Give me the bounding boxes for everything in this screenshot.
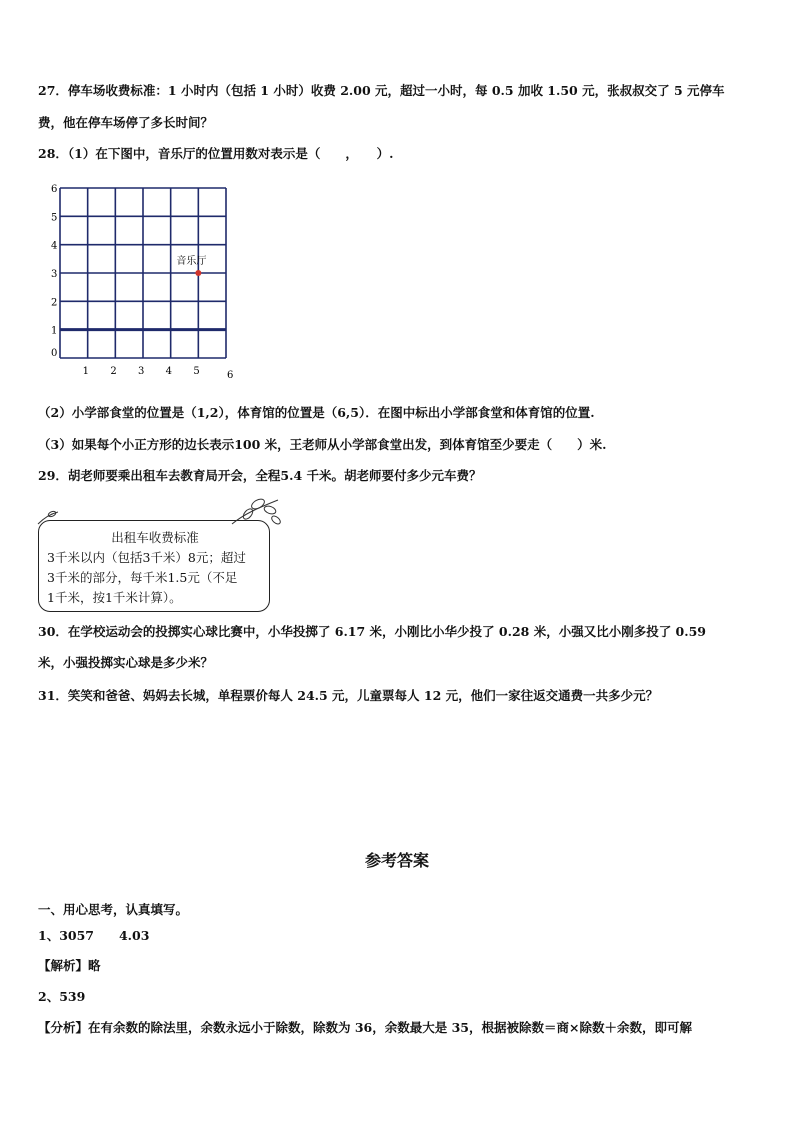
answer-2: 2、539 [38, 989, 86, 1004]
answers-title: 参考答案 [364, 851, 429, 870]
x-axis-label: 1 [82, 366, 90, 377]
answer-1: 1、3057 4.03 [38, 928, 150, 943]
grid-labels [51, 184, 233, 381]
q27-line1: 27．停车场收费标准：1 小时内（包括 1 小时）收费 2.00 元，超过一小时，每 0.5 加收 1.50 元，张叔叔交了 5 元停车 [38, 83, 725, 98]
taxi-fare-line1: 3千米以内（包括3千米）8元；超过 [47, 550, 246, 565]
y-axis-label: 0 [51, 348, 58, 359]
q28-part1: 28．（1）在下图中，音乐厅的位置用数对表示是（ ， ）. [38, 146, 394, 161]
sprout-decoration-icon [34, 508, 62, 526]
y-axis-label: 2 [51, 297, 58, 309]
taxi-fare-box [38, 520, 270, 612]
grid-svg [44, 182, 244, 382]
q27-line2: 费，他在停车场停了多长时间？ [38, 115, 214, 130]
answer-1-note: 【解析】略 [38, 958, 101, 973]
taxi-fare-line2: 3千米的部分，每千米1.5元（不足 [47, 570, 238, 585]
x-axis-label: 5 [193, 366, 200, 377]
y-axis-label: 5 [51, 212, 58, 224]
q28-part2: （2）小学部食堂的位置是（1,2），体育馆的位置是（6,5）．在图中标出小学部食堂和体育馆的位置. [38, 405, 595, 420]
q31-text: 31．笑笑和爸爸、妈妈去长城，单程票价每人 24.5 元，儿童票每人 12 元，他们一家往返交通费一共多少元？ [38, 688, 659, 703]
q29-text: 29．胡老师要乘出租车去教育局开会，全程5.4 千米。胡老师要付多少元车费？ [38, 468, 482, 483]
x-axis-label: 3 [138, 366, 145, 377]
answer-2-note: 【分析】在有余数的除法里，余数永远小于除数，除数为 36，余数最大是 35，根据被除数＝商×除数＋余数，即可解 [38, 1020, 692, 1035]
x-axis-label: 2 [110, 366, 117, 377]
taxi-fare-line3: 1千米，按1千米计算）。 [47, 590, 182, 605]
coordinate-grid [44, 182, 244, 382]
concert-hall-marker [195, 270, 201, 276]
q30-line1: 30．在学校运动会的投掷实心球比赛中，小华投掷了 6.17 米，小刚比小华少投了 0.28 米，小强又比小刚多投了 0.59 [38, 624, 706, 639]
leaf-decoration-icon [228, 494, 284, 530]
y-axis-label: 4 [51, 240, 58, 252]
q28-part3: （3）如果每个小正方形的边长表示100 米，王老师从小学部食堂出发，到体育馆至少要走（ ）米. [38, 437, 607, 452]
y-axis-label: 1 [51, 325, 58, 337]
concert-hall-label: 音乐厅 [176, 256, 207, 267]
taxi-fare-title: 出租车收费标准 [111, 530, 199, 545]
x-axis-label: 6 [227, 370, 234, 381]
x-axis-label: 4 [165, 366, 173, 377]
y-axis-label: 3 [51, 269, 58, 280]
q30-line2: 米，小强投掷实心球是多少米？ [38, 655, 214, 670]
y-axis-label: 6 [51, 184, 58, 195]
answers-section1: 一、用心思考，认真填写。 [38, 902, 189, 917]
